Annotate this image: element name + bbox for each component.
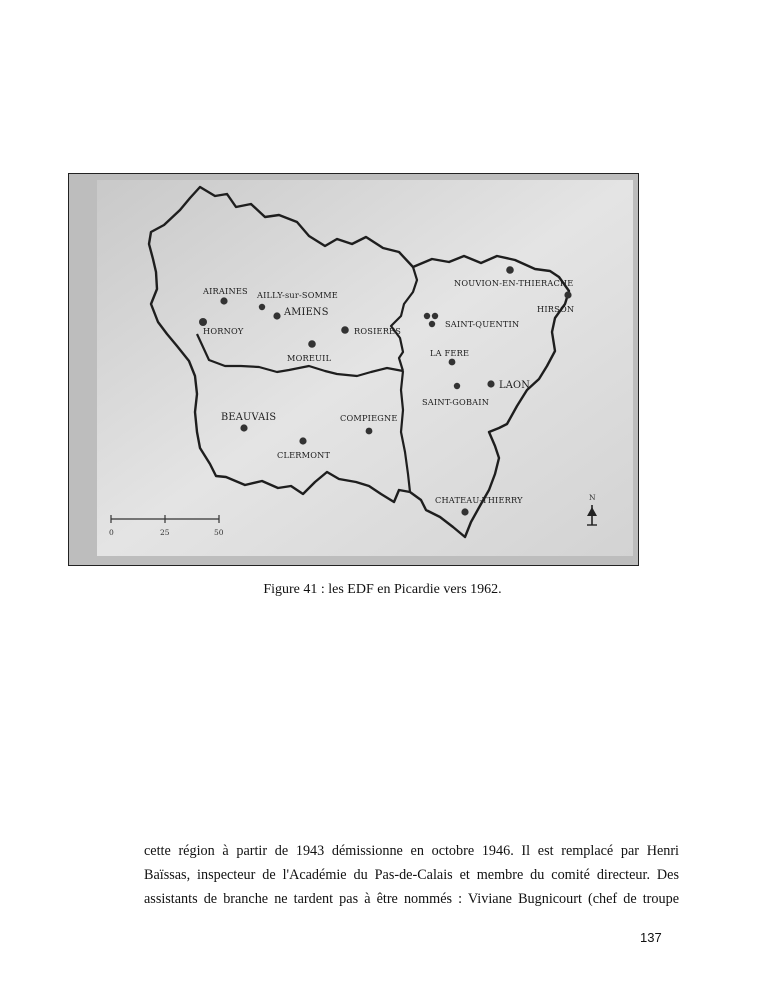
page-number: 137 <box>640 930 662 945</box>
svg-text:AMIENS: AMIENS <box>284 307 329 318</box>
svg-text:ROSIERES: ROSIERES <box>354 326 402 336</box>
figure-caption: Figure 41 : les EDF en Picardie vers 1962. <box>263 582 502 597</box>
scale-tick-0: 0 <box>109 528 114 537</box>
scale-tick-50: 50 <box>214 528 224 537</box>
map-figure <box>68 173 639 566</box>
svg-text:LAON: LAON <box>499 380 530 391</box>
svg-text:CHATEAU-THIERRY: CHATEAU-THIERRY <box>435 495 523 505</box>
svg-text:LA FERE: LA FERE <box>430 348 470 358</box>
picardie-map <box>69 174 639 566</box>
body-text-line: cette région à partir de 1943 démissionne en octobre 1946. Il est remplacé par Henri <box>144 843 679 859</box>
body-text-line: Baïssas, inspecteur de l'Académie du Pas-de-Calais et membre du comité directeur. Des <box>144 867 679 883</box>
scale-tick-25: 25 <box>160 528 170 537</box>
svg-text:COMPIEGNE: COMPIEGNE <box>340 413 398 423</box>
svg-text:SAINT-GOBAIN: SAINT-GOBAIN <box>422 397 490 407</box>
svg-text:N: N <box>589 493 596 502</box>
svg-text:MOREUIL: MOREUIL <box>287 353 332 363</box>
svg-text:CLERMONT: CLERMONT <box>277 450 331 460</box>
svg-text:BEAUVAIS: BEAUVAIS <box>221 412 277 423</box>
svg-text:HORNOY: HORNOY <box>203 326 244 336</box>
svg-text:AIRAINES: AIRAINES <box>203 286 248 296</box>
svg-text:NOUVION-EN-THIERACHE: NOUVION-EN-THIERACHE <box>454 278 574 288</box>
svg-text:HIRSON: HIRSON <box>537 304 575 314</box>
body-text-line: assistants de branche ne tardent pas à être nommés : Viviane Bugnicourt (chef de troupe <box>144 891 679 907</box>
svg-text:AILLY-sur-SOMME: AILLY-sur-SOMME <box>257 290 338 300</box>
svg-text:SAINT-QUENTIN: SAINT-QUENTIN <box>445 319 520 329</box>
